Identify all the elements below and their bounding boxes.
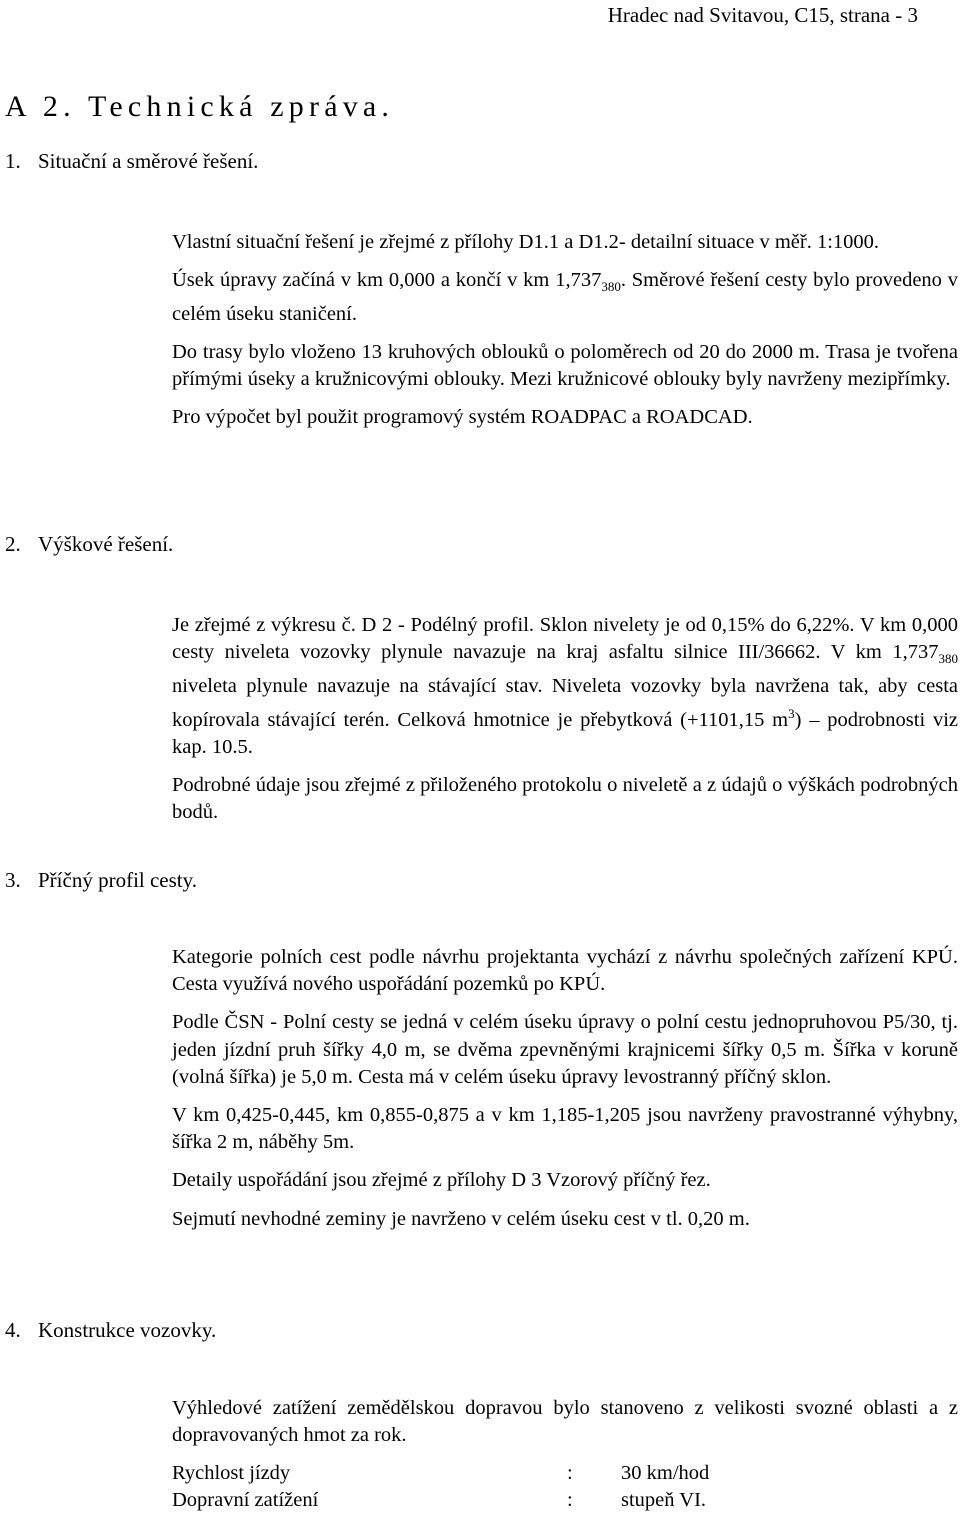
section-4-body: [172, 1395, 958, 1449]
section-title: Konstrukce vozovky.: [38, 1318, 217, 1342]
paragraph: V km 0,425-0,445, km 0,855-0,875 a v km 1,185-1,205 jsou navrženy pravostranné výhybny, šířka 2 m, náběhy 5m.: [172, 1104, 958, 1154]
text-run: niveleta plynule navazuje na stávající stav. Niveleta vozovky byla navržena tak, aby cesta kopírovala stávající terén. Celková hmotnice je přebytková (+1101,15 m: [172, 674, 958, 731]
paragraph: Kategorie polních cest podle návrhu projektanta vychází z návrhu společných zařízení KPÚ. Cesta využívá nového uspořádání pozemků po KPÚ.: [172, 946, 958, 996]
section-3-body: [172, 944, 958, 1233]
paragraph: Do trasy bylo vloženo 13 kruhových oblouků o poloměrech od 20 do 2000 m. Trasa je tvořena přímými úseky a kružnicovými oblouky. Mezi kružnicové oblouky byly navrženy mezipřímky.: [172, 340, 958, 390]
paragraph: Pro výpočet byl použit programový systém ROADPAC a ROADCAD.: [172, 406, 753, 429]
section-number: 4.: [5, 1318, 21, 1342]
param-separator: :: [567, 1462, 573, 1484]
param-label: Rychlost jízdy: [172, 1462, 291, 1484]
paragraph: Podrobné údaje jsou zřejmé z přiloženého protokolu o niveletě a z údajů o výškách podrobných bodů.: [172, 773, 958, 824]
section-3-heading: [5, 868, 197, 893]
superscript: 3: [788, 705, 795, 721]
subscript: 380: [938, 651, 958, 667]
text-run: . Směrové řešení cesty bylo provedeno v celém úseku staničení.: [172, 269, 958, 325]
section-2-heading: [5, 532, 173, 557]
section-title: Situační a směrové řešení.: [38, 149, 259, 173]
paragraph: [172, 267, 958, 328]
param-value: stupeň VI.: [621, 1489, 707, 1511]
section-title: Výškové řešení.: [38, 532, 174, 556]
paragraph: Výhledové zatížení zemědělskou dopravou bylo stanoveno z velikosti svozné oblasti a z dopravovaných hmot za rok.: [172, 1397, 958, 1447]
section-2-body: [172, 612, 958, 826]
section-number: 2.: [5, 532, 21, 556]
section-title: Příčný profil cesty.: [38, 868, 198, 892]
running-header: Hradec nad Svitavou, C15, strana - 3: [607, 3, 918, 27]
document-title: A 2. Technická zpráva.: [5, 90, 395, 123]
paragraph: Vlastní situační řešení je zřejmé z přílohy D1.1 a D1.2- detailní situace v měř. 1:1000.: [172, 231, 880, 253]
paragraph: [172, 612, 958, 761]
paragraph: Podle ČSN - Polní cesty se jedná v celém úseku úpravy o polní cestu jednopruhovou P5/30, tj. jeden jízdní pruh šířky 4,0 m, se dvěma zpevněnými krajnicemi šířky 0,5 m. Šířka v koruně (volná šířka) je 5,0 m. Cesta má v celém úseku úpravy levostranný příčný sklon.: [172, 1011, 958, 1088]
text-run: Úsek úpravy začíná v km 0,000 a končí v km 1,737: [172, 269, 602, 292]
section-4-heading: [5, 1318, 216, 1343]
section-1-heading: [5, 149, 258, 174]
subscript: 380: [601, 279, 621, 295]
section-1-body: [172, 229, 958, 431]
text-run: Je zřejmé z výkresu č. D 2 - Podélný profil. Sklon nivelety je od 0,15% do 6,22%. V km 0,000 cesty niveleta vozovky plynule navazuje na kraj asfaltu silnice III/36662. V km 1,737: [172, 614, 958, 664]
text-run: ) – podrobnosti viz kap. 10.5.: [172, 708, 958, 758]
param-separator: :: [567, 1489, 573, 1511]
paragraph: Sejmutí nevhodné zeminy je navrženo v celém úseku cest v tl. 0,20 m.: [172, 1207, 750, 1230]
section-number: 3.: [5, 868, 21, 892]
paragraph: Detaily uspořádání jsou zřejmé z přílohy D 3 Vzorový příčný řez.: [172, 1169, 711, 1192]
section-number: 1.: [5, 149, 21, 173]
param-label: Dopravní zatížení: [172, 1489, 319, 1511]
param-value: 30 km/hod: [621, 1462, 710, 1484]
